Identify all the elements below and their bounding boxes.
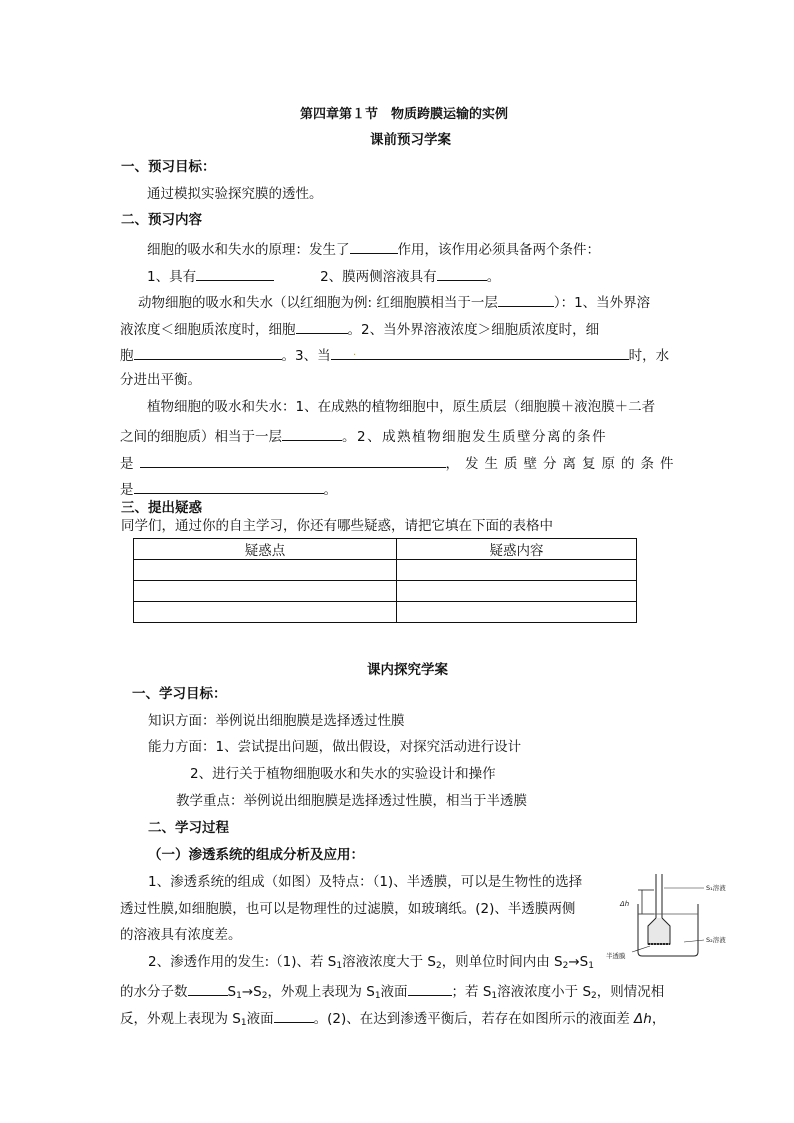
process-heading: 二、学习过程 [148,820,229,836]
fill-blank[interactable] [188,983,228,996]
text-segment: 是 [120,482,134,498]
subscript: 1 [491,991,498,1001]
q1-line-2: 透过性膜,如细胞膜，也可以是物理性的过滤膜，如玻璃纸。(2)、半透膜两侧 [120,901,576,917]
osmosis-apparatus-figure [604,868,744,964]
fill-blank[interactable] [140,455,446,468]
fill-blank[interactable] [331,347,629,360]
fill-blank[interactable] [296,321,348,334]
q2-line-2 [120,983,664,1001]
text-segment: 溶液浓度大于 S [342,954,436,970]
table-row [134,560,637,581]
text-segment: 动物细胞的吸水和失水（以红细胞为例: 红细胞膜相当于一层 [138,295,498,311]
fill-blank[interactable] [274,1010,314,1023]
inclass-title: 课内探究学案 [367,662,448,678]
text-segment: ，发生质壁分离复原的条件 [445,456,680,472]
table-header-row [134,539,637,560]
preview-content-heading: 二、预习内容 [121,212,202,228]
preview-title: 课前预习学案 [370,132,451,148]
text-segment: 2、膜两侧溶液具有 [320,269,437,285]
preview-line-5 [120,347,669,364]
text-segment: 细胞的吸水和失水的原理：发生了 [147,242,350,258]
text-segment: 时，水 [628,348,670,364]
fill-blank[interactable] [350,241,398,254]
fill-blank[interactable] [134,481,324,494]
subscript: 1 [588,961,594,971]
table-row [134,581,637,602]
preview-goal-text: 通过模拟实验探究膜的透性。 [147,186,323,202]
text-segment: 2、渗透作用的发生:（1)、若 S [148,954,337,970]
table-cell[interactable] [397,581,637,602]
text-segment: ，则单位时间内由 S [441,954,563,970]
preview-goal-heading: 一、预习目标： [121,159,216,175]
q1-line-1: 1、渗透系统的组成（如图）及特点：（1)、半透膜，可以是生物性的选择 [148,874,583,890]
preview-line-4 [120,321,599,338]
text-segment: 液浓度＜细胞质浓度时，细胞 [120,322,296,338]
text-segment: 。 [323,482,337,498]
text-segment: Δh [634,1011,652,1027]
text-segment: ，外观上表现为 S [267,984,375,1000]
inclass-goal-heading: 一、学习目标： [132,686,227,702]
text-segment: 。2、成熟植物细胞发生质壁分离的条件 [342,429,608,445]
table-header-cell: 疑惑点 [134,539,397,560]
text-segment: 之间的细胞质）相当于一层 [120,429,282,445]
subscript: 1 [236,991,242,1001]
teaching-focus: 教学重点：举例说出细胞膜是选择透过性膜，相当于半透膜 [176,793,527,809]
text-segment: 。2、当外界溶液浓度＞细胞质浓度时，细 [347,322,600,338]
preview-line-10 [120,481,337,498]
table-cell[interactable] [397,602,637,623]
text-segment: 胞 [120,348,134,364]
funnel-bulb [648,918,670,944]
text-segment: ；若 S [451,984,492,1000]
table-row [134,602,637,623]
doubt-instructions: 同学们，通过你的自主学习，你还有哪些疑惑，请把它填在下面的表格中 [121,518,553,534]
preview-line-7: 植物细胞的吸水和失水：1、在成熟的植物细胞中，原生质层（细胞膜＋液泡膜＋二者 [147,399,656,415]
text-segment: 。3、当 [281,348,331,364]
preview-line-3 [138,294,650,311]
text-segment: 作用，该作用必须具备两个条件： [397,242,600,258]
text-segment: 。 [486,269,501,285]
text-segment: 的水分子数 [120,984,188,1000]
text-segment: ， [651,1011,666,1027]
subscript: 2 [562,961,569,971]
q2-line-1 [148,956,594,971]
text-segment: 液面 [380,984,408,1000]
fill-blank[interactable] [498,294,554,307]
preview-line-2 [147,268,500,285]
q2-line-3 [120,1010,665,1028]
subscript: 1 [374,991,381,1001]
subscript: 2 [261,991,268,1001]
subscript: 2 [435,961,442,971]
fill-blank[interactable] [196,268,274,281]
fill-blank[interactable] [408,983,452,996]
text-segment: 反，外观上表现为 S [120,1011,241,1027]
membrane-label: 半透膜 [606,952,626,960]
text-segment: →S [241,984,262,1000]
dh-label: Δh [620,900,630,908]
osmosis-subheading: （一）渗透系统的组成分析及应用： [148,847,364,863]
text-segment: ）：1、当外界溶 [553,295,651,311]
preview-line-8 [120,428,607,445]
fill-blank[interactable] [437,268,487,281]
text-segment: 是 [120,456,134,472]
s2-pointer [684,940,704,942]
chapter-title: 第四章第１节 物质跨膜运输的实例 [300,107,509,122]
knowledge-goal: 知识方面：举例说出细胞膜是选择透过性膜 [148,713,405,729]
text-segment: 。(2)、在达到渗透平衡后，若存在如图所示的液面差 [313,1011,635,1027]
s2-label: S₂溶液 [706,936,726,944]
text-segment: S [227,984,237,1000]
preview-line-9 [120,455,680,472]
table-cell[interactable] [134,581,397,602]
table-cell[interactable] [397,560,637,581]
text-segment: 1、具有 [147,269,197,285]
membrane-pointer [632,946,650,952]
text-segment: ，则情况相 [596,984,665,1000]
table-cell[interactable] [134,560,397,581]
text-segment: →S [568,954,589,970]
table-cell[interactable] [134,602,397,623]
ability-goal-2: 2、进行关于植物细胞吸水和失水的实验设计和操作 [190,766,496,782]
s1-label: S₁溶液 [706,884,726,892]
doubt-heading: 三、提出疑惑 [121,500,202,516]
text-segment: 溶液浓度小于 S [497,984,592,1000]
table-header-cell: 疑惑内容 [397,539,637,560]
subscript: 1 [336,961,343,971]
fill-blank[interactable] [134,347,282,360]
ability-goal-1: 能力方面：1、尝试提出问题，做出假设，对探究活动进行设计 [148,739,522,755]
subscript: 2 [591,991,597,1001]
preview-line-6: 分进出平衡。 [120,372,201,388]
fill-blank[interactable] [282,428,342,441]
q1-line-3: 的溶液具有浓度差。 [120,927,242,943]
text-segment: 液面 [246,1011,274,1027]
stray-dot-mark: . [353,347,357,358]
subscript: 1 [240,1018,247,1028]
doubt-table [133,538,637,623]
preview-line-1 [147,241,600,258]
